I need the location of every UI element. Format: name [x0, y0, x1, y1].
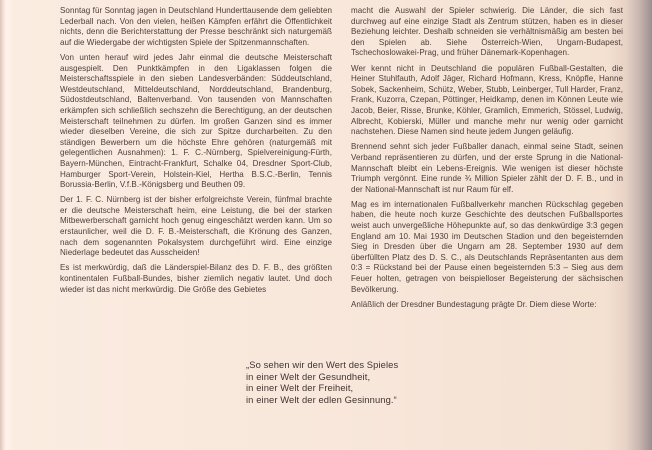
paragraph-highlights: Mag es im internationalen Fußballverkehr manchen Rückschlag gegeben haben, die heute noch kurze Geschichte des deutschen Fußballsportes weist auch unvergeßliche Höhepunkte auf, so das denkwürdige 3:3 gegen England am 10. Mai 1930 im Deutschen Stadion und den begeisternden Sieg in Dresden über die Ungarn am 28. September 1930 auf dem überfüllten Platz des D. S. C., als Deutschlands Repräsentanten aus dem 0:3 = Rückstand bei der Pause einen begeisternden 5:3 – Sieg aus dem Feuer holten, getragen von beispielloser Begeisterung der sächsischen Bevölkerung.: [351, 199, 623, 294]
paragraph-famous-players: Wer kennt nicht in Deutschland die populären Fußball-Gestalten, die Heiner Stuhlfauth, Adolf Jäger, Richard Hofmann, Kress, Knöpfle, Hanne Sobek, Sackenheim, Schütz, Weber, Stubb, Leinberger, Tull Harder, Franz, Frank, Kuzorra, Czepan, Pöttinger, Heidkamp, denen im Können Leute wie Jacob, Beier, Risse, Brunke, Köhler, Gramlich, Emmerich, Stössel, Ludwig, Albrecht, Kobierski, Müller und manche mehr nur wenig oder garnicht nachstehen. Diese Namen sind heute jedem Jungen geläufig.: [351, 63, 623, 137]
paragraph-championship: Von unten herauf wird jedes Jahr einmal die deutsche Meisterschaft ausgespielt. Den Punktkämpfen in den Ligaklassen folgen die Meisterschaftsspiele in den sieben Landesverbänden: Süddeutschland, Westdeutschland, Mitteldeutschland, Norddeutschland, Brandenburg, Südostdeutschland, Baltenverband. Von tausenden von Mannschaften erkämpfen sich schließlich sechszehn die Berechtigung, an der deutschen Meisterschaft teilnehmen zu dürfen. Im großen Ganzen sind es immer wieder dieselben Vereine, die sich zur Spitze durcharbeiten. Zu den ständigen Bewerbern um die höchste Ehre gehören (naturgemäß mit gelegentlichen Ausnahmen): 1. F. C.-Nürnberg, Spielvereinigung-Fürth, Bayern-München, Eintracht-Frankfurt, Schalke 04, Dresdner Sport-Club, Hamburger Sport-Verein, Holstein-Kiel, Hertha B.S.C.-Berlin, Tennis Borussia-Berlin, V.f.B.-Königsberg und Beuthen 09.: [60, 52, 332, 190]
paragraph-intro: Sonntag für Sonntag jagen in Deutschland Hunderttausende dem geliebten Lederball nach. Von den vielen, heißen Kämpfen erfährt die Öffentlichkeit nichts, denn die Berichterstattung der Presse beschränkt sich naturgemäß auf die Wiedergabe der wichtigsten Spiele der Spitzenmannschaften.: [60, 6, 332, 47]
paragraph-international-balance: Es ist merkwürdig, daß die Länderspiel-Bilanz des D. F. B., des größten kontinentalen Fußball-Bundes, bisher ziemlich negativ lautet. Und doch wieder ist das nicht merkwürdig. Die Größe des Gebietes: [60, 263, 332, 294]
quote-line: in einer Welt der Gesundheit,: [246, 370, 371, 382]
paragraph-national-team: Brennend sehnt sich jeder Fußballer danach, einmal seine Stadt, seinen Verband repräsentieren zu dürfen, und der erste Sprung in die National-Mannschaft bleibt ein Lebens-Ereignis. Wie wenigen ist dieser höchste Triumph vergönnt. Eine runde ¾ Million Spieler zählt der D. F. B., und in der National-Mannschaft ist nur Raum für elf.: [351, 142, 623, 194]
quote-line: in einer Welt der edlen Gesinnung.“: [246, 393, 397, 405]
quote-line: „So sehen wir den Wert des Spieles: [246, 359, 399, 370]
left-column: [60, 6, 332, 300]
right-column: [351, 6, 623, 315]
paragraph-diem-intro: Anläßlich der Dresdner Bundestagung prägte Dr. Diem diese Worte:: [351, 299, 597, 309]
paragraph-player-selection: macht die Auswahl der Spieler schwierig. Die Länder, die sich fast durchweg auf eine einzige Stadt als Zentrum stützen, haben es in dieser Beziehung leichter. Deshalb schneiden sie verhältnismäßig am besten bei den Spielen ab. Siehe Österreich-Wien, Ungarn-Budapest, Tschechoslowakei-Prag, und früher Dänemark-Kopenhagen.: [351, 6, 623, 58]
diem-quote: [246, 359, 398, 405]
paragraph-nuernberg: Der 1. F. C. Nürnberg ist der bisher erfolgreichste Verein, fünfmal brachte er die deutsche Meisterschaft heim, eine Leistung, die bei der starken Mitbewerberschaft garnicht hoch genug eingeschätzt werden kann. Um so erstaunlicher, weil die D. F. B.-Meisterschaft, die Krönung des Ganzen, nach dem sogenannten Pokalsystem durchgeführt wird. Eine einzige Niederlage bedeutet das Ausscheiden!: [60, 195, 332, 258]
quote-line: in einer Welt der Freiheit,: [246, 382, 354, 394]
